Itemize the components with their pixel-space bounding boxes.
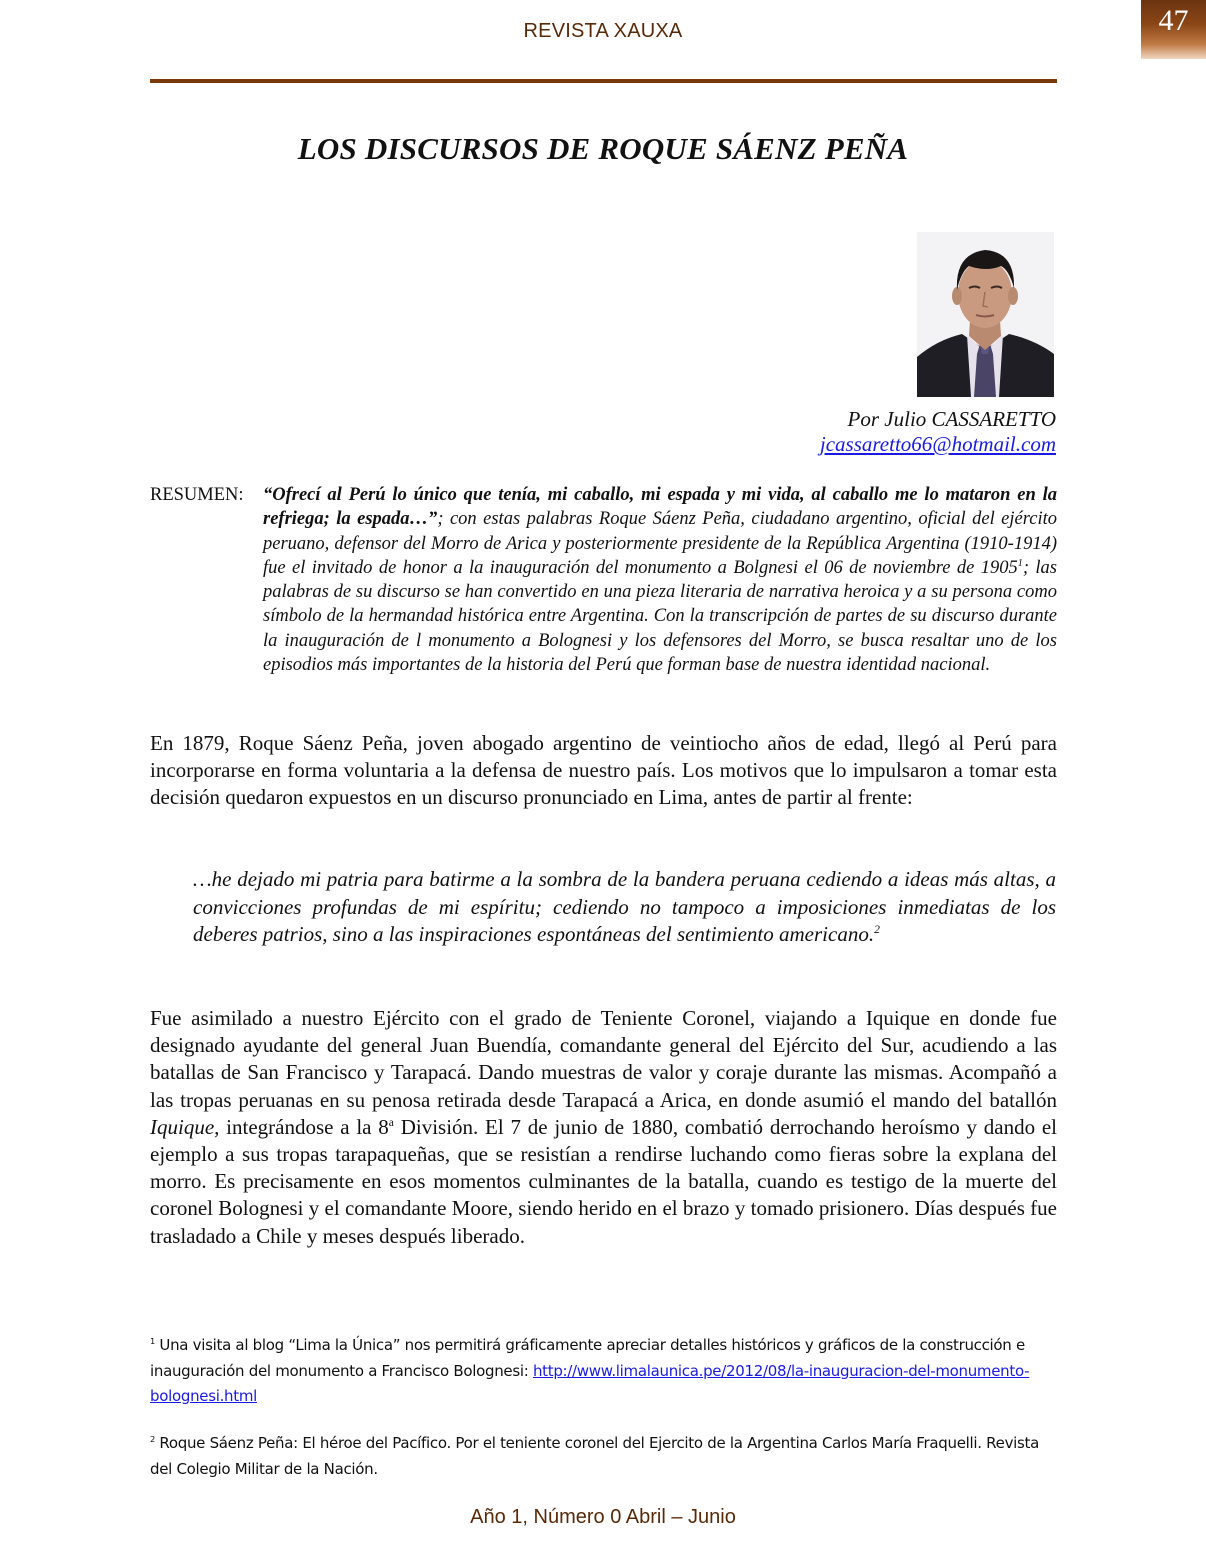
abstract-label: RESUMEN: bbox=[150, 485, 244, 505]
block-quote bbox=[193, 866, 1056, 949]
paragraph-2-text-b: integrándose a la 8 bbox=[219, 1114, 389, 1139]
author-portrait-image bbox=[917, 232, 1054, 397]
body-paragraph-2 bbox=[150, 1005, 1057, 1250]
author-photo bbox=[917, 232, 1054, 397]
block-quote-text: …he dejado mi patria para batirme a la sombra de la bandera peruana cediendo a ideas más altas, a convicciones profundas de mi espíritu; cediendo no tampoco a imposiciones inmediatas de los deberes patrios, sino a las inspiraciones espontáneas del sentimiento americano. bbox=[193, 867, 1056, 946]
body-paragraph-1: En 1879, Roque Sáenz Peña, joven abogado argentino de veintiocho años de edad, llegó al Perú para incorporarse en forma voluntaria a la defensa de nuestro país. Los motivos que lo impulsaron a tomar esta decisión quedaron expuestos en un discurso pronunciado en Lima, antes de partir al frente: bbox=[150, 731, 1057, 810]
footnote-ref-1[interactable]: 1 bbox=[1017, 557, 1023, 569]
abstract-text-a: ; con estas palabras Roque Sáenz Peña, ciudadano argentino, oficial del ejército peruano, defensor del Morro de Arica y posteriormente presidente de la República Argentina (1910-1914) fue el invitado de honor a la inauguración del monumento a Bolgnesi el 06 de noviembre de 1905 bbox=[263, 509, 1058, 578]
footnote-1 bbox=[150, 1333, 1050, 1410]
footnote-1-link[interactable]: http://www.limalaunica.pe/2012/08/la-inauguracion-del-monumento-bolognesi.html bbox=[150, 1361, 1030, 1405]
article-title: LOS DISCURSOS DE ROQUE SÁENZ PEÑA bbox=[297, 131, 909, 166]
ordinal-indicator: a bbox=[388, 1116, 394, 1129]
footnote-2-number: 2 bbox=[150, 1434, 155, 1444]
abstract-text-b: ; las palabras de su discurso se han convertido en una pieza literaria de narrativa heroica y a su persona como símbolo de la hermandad histórica entre Argentina. Con la transcripción de partes de su discurso durante la inauguración de l monumento a Bolognesi y los defensores del Morro, se busca resaltar uno de los episodios más importantes de la historia del Perú que forman base de nuestra identidad nacional. bbox=[263, 557, 1057, 676]
running-head: REVISTA XAUXA bbox=[523, 20, 683, 42]
footnote-1-text: Una visita al blog “Lima la Única” nos permitirá gráficamente apreciar detalles históricos y gráficos de la construcción e inauguración del monumento a Francisco Bolognesi: bbox=[150, 1336, 1025, 1380]
header-divider bbox=[150, 79, 1057, 83]
footnote-1-number: 1 bbox=[150, 1336, 155, 1346]
paragraph-2-text-a: Fue asimilado a nuestro Ejército con el grado de Teniente Coronel, viajando a Iquique en donde fue designado ayudante del general Juan Buendía, comandante general del Ejército del Sur, acudiendo a las batallas de San Francisco y Tarapacá. Dando muestras de valor y coraje durante las mismas. Acompañó a las tropas peruanas en su penosa retirada desde Tarapacá a Arica, en donde asumió el mando del batallón bbox=[150, 1006, 1057, 1112]
page-number: 47 bbox=[1158, 4, 1189, 37]
paragraph-2-text-c: División. El 7 de junio de 1880, combatió derrochando heroísmo y dando el ejemplo a sus tropas tarapaqueñas, que se resistían a rendirse luchando como fieras sobre la explana del morro. Es precisamente en esos momentos culminantes de la batalla, cuando es testigo de la muerte del coronel Bolognesi y el comandante Moore, siendo herido en el brazo y tomado prisionero. Días después fue trasladado a Chile y meses después liberado. bbox=[150, 1114, 1057, 1248]
battalion-name: Iquique, bbox=[150, 1114, 220, 1139]
author-email-link[interactable]: jcassaretto66@hotmail.com bbox=[819, 432, 1056, 456]
abstract-quote: “Ofrecí al Perú lo único que tenía, mi caballo, mi espada y mi vida, al caballo me lo mataron en la refriega; la espada…” bbox=[263, 485, 1057, 530]
author-name: Por Julio CASSARETTO bbox=[847, 407, 1056, 431]
page-number-tab bbox=[1141, 0, 1206, 59]
abstract bbox=[150, 483, 1057, 677]
byline bbox=[820, 407, 1056, 457]
issue-footer: Año 1, Número 0 Abril – Junio bbox=[470, 1506, 736, 1528]
abstract-body bbox=[263, 483, 1057, 677]
footnote-2 bbox=[150, 1431, 1050, 1482]
footnote-ref-2[interactable]: 2 bbox=[874, 924, 880, 936]
footnote-2-text: Roque Sáenz Peña: El héroe del Pacífico. Por el teniente coronel del Ejercito de la Argentina Carlos María Fraquelli. Revista del Colegio Militar de la Nación. bbox=[150, 1434, 1039, 1478]
